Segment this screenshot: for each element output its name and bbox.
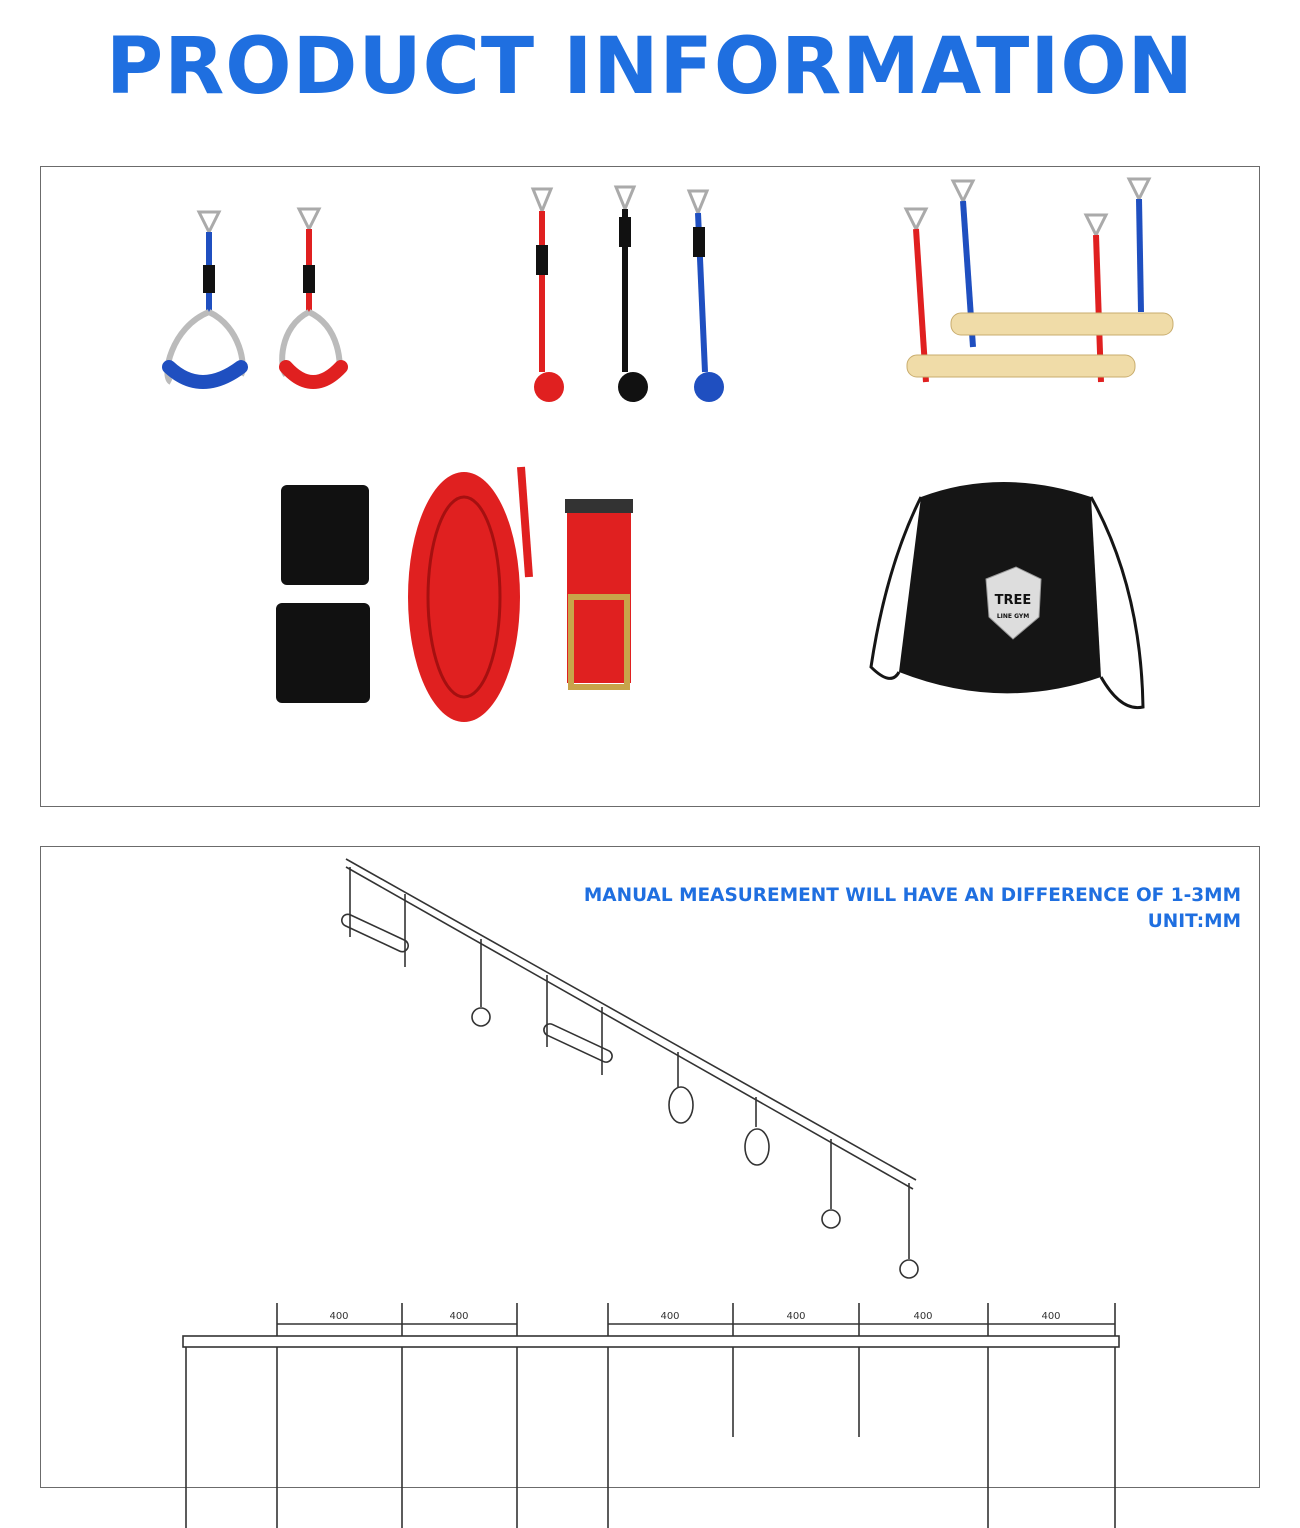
drawstring-bag (871, 482, 1143, 708)
dimension-label: 400 (913, 1311, 933, 1322)
monkey-fist-ropes (533, 187, 724, 402)
measurement-note-line1: MANUAL MEASUREMENT WILL HAVE AN DIFFERENCE OF 1-3MM (583, 885, 1241, 906)
unit-label: UNIT:MM (1147, 911, 1241, 932)
ratchet-buckle (565, 499, 633, 687)
gym-rings-pair (167, 209, 341, 382)
dimension-label: 400 (1041, 1311, 1061, 1322)
dimension-label: 400 (329, 1311, 349, 1322)
rope-ladder (906, 179, 1173, 382)
slackline-strap (408, 467, 529, 722)
dimension-label: 400 (786, 1311, 806, 1322)
bag-logo-subtext: LINE GYM (996, 613, 1030, 620)
line-diagram (41, 847, 1261, 1489)
dimension-label: 400 (449, 1311, 469, 1322)
tree-protector-pads (276, 485, 370, 703)
technical-drawing-panel (40, 846, 1260, 1488)
products-illustration (41, 167, 1261, 808)
page-title: PRODUCT INFORMATION (106, 22, 1194, 112)
product-photos-panel (40, 166, 1260, 807)
bag-logo-text: TREE (994, 593, 1032, 608)
dimension-label: 400 (660, 1311, 680, 1322)
